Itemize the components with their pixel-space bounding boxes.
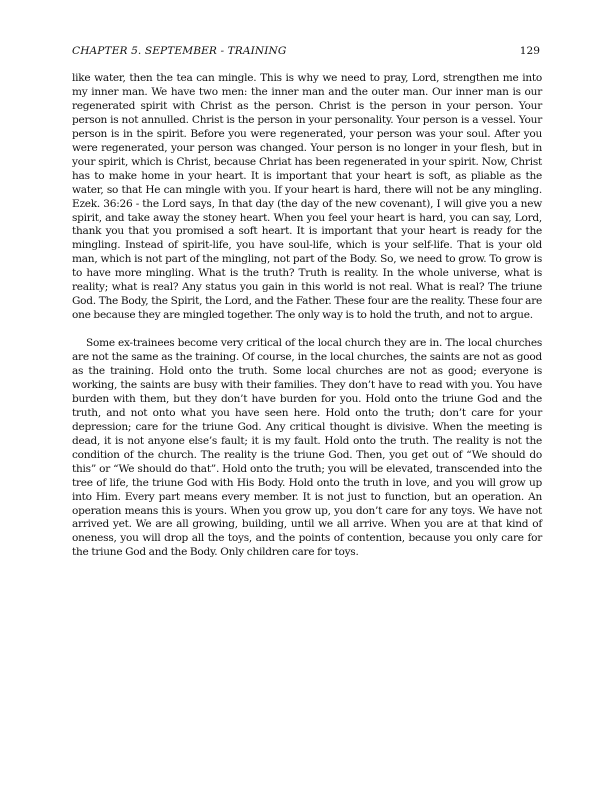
page-number: 129 xyxy=(519,45,540,57)
paragraph: like water, then the tea can mingle. This is why we need to pray, Lord, strengthen me into my inner man. We have two men: the inner man and the outer man. Our inner man is our regenerated spirit with Christ as the person. Christ is the person in your person. Your person is not annulled. Christ is the person in your personality. Your person is a vessel. Your person is in the spirit. Before you were regenerated, your person was your soul. After you were regenerated, your person was changed. Your person is no longer in your flesh, but in your spirit, which is Christ, because Chriat has been regenerated in your spirit. Now, Christ has to make home in your heart. It is important that your heart is soft, as pliable as the water, so that He can mingle with you. If your heart is hard, there will not be any mingling. Ezek. 36:26 - the Lord says, In that day (the day of the new covenant), I will give you a new spirit, and take away the stoney heart. When you feel your heart is hard, you can say, Lord, thank you that you promised a soft heart. It is important that your heart is ready for the mingling. Instead of spirit-life, you have soul-life, which is your self-life. That is your old man, which is not part of the mingling, not part of the Body. So, we need to grow. To grow is to have more mingling. What is the truth? Truth is reality. In the whole universe, what is reality; what is real? Any status you gain in this world is not real. What is real? The triune God. The Body, the Spirit, the Lord, and the Father. These four are the reality. These four are one because they are mingled together. The only way is to hold the truth, and not to argue. xyxy=(72,72,542,322)
paragraph: Some ex-trainees become very critical of the local church they are in. The local churches are not the same as the training. Of course, in the local churches, the saints are not as good as the training. Hold onto the truth. Some local churches are not as good; everyone is working, the saints are busy with their families. They don’t have to read with you. You have burden with them, but they don’t have burden for you. Hold onto the triune God and the truth, and not onto what you have seen here. Hold onto the truth; don’t care for your depression; care for the triune God. Any critical thought is divisive. When the meeting is dead, it is not anyone else’s fault; it is my fault. Hold onto the truth. The reality is not the condition of the church. The reality is the triune God. Then, you get out of “We should do this” or “We should do that”. Hold onto the truth; you will be elevated, transcended into the tree of life, the triune God with His Body. Hold onto the truth in love, and you will grow up into Him. Every part means every member. It is not just to function, but an operation. An operation means this is yours. When you grow up, you don’t care for any toys. We have not arrived yet. We are all growing, building, until we all arrive. When you are at that kind of oneness, you will drop all the toys, and the points of contention, because you only care for the triune God and the Body. Only children care for toys. xyxy=(72,337,542,559)
chapter-title: CHAPTER 5. SEPTEMBER - TRAINING xyxy=(72,45,287,57)
body-text xyxy=(72,72,542,560)
running-header xyxy=(72,44,540,58)
